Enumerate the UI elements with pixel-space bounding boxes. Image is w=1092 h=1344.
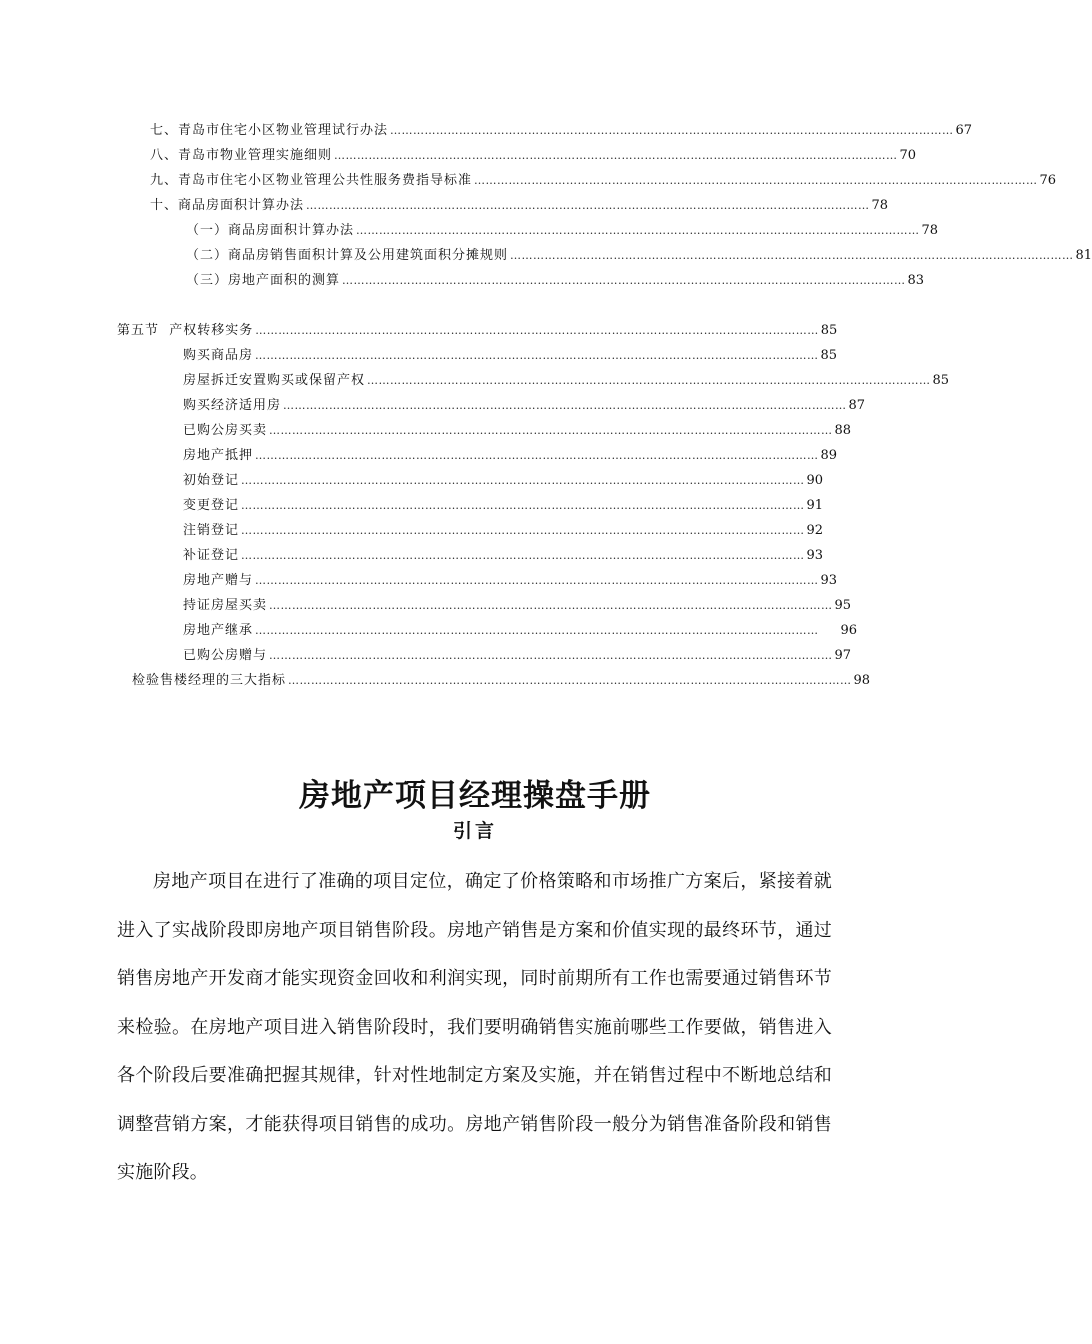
toc-row [183, 520, 824, 542]
toc-title: 变更登记 [183, 498, 240, 513]
toc-title: 青岛市住宅小区物业管理试行办法 [178, 123, 389, 138]
intro-paragraph: 房地产项目在进行了准确的项目定位，确定了价格策略和市场推广方案后，紧接着就进入了实战阶段即房地产项目销售阶段。房地产销售是方案和价值实现的最终环节，通过销售房地产开发商才能实现资金回收和利润实现，同时前期所有工作也需要通过销售环节来检验。在房地产项目进入销售阶段时，我们要明确销售实施前哪些工作要做，销售进入各个阶段后要准确把握其规律，针对性地制定方案及实施，并在销售过程中不断地总结和调整营销方案，才能获得项目销售的成功。房地产销售阶段一般分为销售准备阶段和销售实施阶段。 [117, 871, 832, 1183]
toc-leader: ………………………………………………………………………………………………………………………………… [241, 499, 805, 512]
toc-page: 88 [834, 423, 852, 438]
document-title: 房地产项目经理操盘手册 [299, 778, 651, 814]
toc-page: 91 [806, 498, 824, 513]
toc-page: 85 [820, 348, 838, 363]
toc-leader: ………………………………………………………………………………………………………………………………… [241, 549, 805, 562]
toc-row [186, 220, 939, 242]
toc-title: 第五节 产权转移实务 [117, 323, 254, 338]
toc-row [183, 370, 950, 392]
toc-row [150, 145, 917, 167]
toc-leader: ………………………………………………………………………………………………………………………………… [334, 149, 898, 162]
toc-title: 购买商品房 [183, 348, 254, 363]
toc-row [132, 670, 871, 692]
toc-page: 95 [834, 598, 852, 613]
toc-row [183, 645, 852, 667]
toc-title: 房地产继承 [183, 623, 254, 638]
toc-title: 注销登记 [183, 523, 240, 538]
toc-row [183, 620, 858, 642]
toc-title: 已购公房买卖 [183, 423, 268, 438]
toc-leader: ………………………………………………………………………………………………………………………………… [510, 249, 1074, 262]
toc-leader: ………………………………………………………………………………………………………………………………… [390, 124, 954, 137]
toc-title: 商品房面积计算办法 [178, 198, 305, 213]
toc-row [150, 120, 973, 142]
toc-leader: ………………………………………………………………………………………………………………………………… [269, 649, 833, 662]
toc-number: 九、 [150, 173, 179, 188]
toc-page: 87 [848, 398, 866, 413]
toc-section-heading [117, 320, 838, 342]
toc-page: 89 [820, 448, 838, 463]
toc-title: 已购公房赠与 [183, 648, 268, 663]
toc-title: 补证登记 [183, 548, 240, 563]
toc-number: 七、 [150, 123, 179, 138]
toc-page: 97 [834, 648, 852, 663]
toc-page: 92 [806, 523, 824, 538]
toc-page: 90 [806, 473, 824, 488]
toc-title: 房地产抵押 [183, 448, 254, 463]
toc-page: 96 [840, 623, 858, 638]
toc-number: 十、 [150, 198, 179, 213]
toc-row [183, 395, 866, 417]
toc-title: 购买经济适用房 [183, 398, 282, 413]
toc-page: 76 [1039, 173, 1057, 188]
toc-title: 初始登记 [183, 473, 240, 488]
toc-title: 商品房销售面积计算及公用建筑面积分摊规则 [228, 248, 509, 263]
toc-page: 78 [871, 198, 889, 213]
toc-title: 持证房屋买卖 [183, 598, 268, 613]
toc-row [183, 345, 838, 367]
toc-leader: ………………………………………………………………………………………………………………………………… [255, 624, 819, 637]
toc-title: 青岛市物业管理实施细则 [178, 148, 333, 163]
toc-row [150, 195, 889, 217]
toc-row [150, 170, 1057, 192]
toc-leader: ………………………………………………………………………………………………………………………………… [283, 399, 847, 412]
document-subtitle: 引言 [452, 820, 497, 842]
toc-leader: ………………………………………………………………………………………………………………………………… [255, 574, 819, 587]
toc-title: 房地产赠与 [183, 573, 254, 588]
toc-leader: ………………………………………………………………………………………………………………………………… [255, 449, 819, 462]
toc-row [186, 270, 925, 292]
toc-leader: ………………………………………………………………………………………………………………………………… [474, 174, 1038, 187]
toc-leader: ………………………………………………………………………………………………………………………………… [269, 599, 833, 612]
toc-page: 98 [853, 673, 871, 688]
toc-number: （二） [186, 248, 229, 263]
toc-leader: ………………………………………………………………………………………………………………………………… [241, 524, 805, 537]
toc-title: 房屋拆迁安置购买或保留产权 [183, 373, 366, 388]
toc-leader: ………………………………………………………………………………………………………………………………… [269, 424, 833, 437]
toc-title: 检验售楼经理的三大指标 [132, 673, 287, 688]
toc-page: 67 [955, 123, 973, 138]
toc-leader: ………………………………………………………………………………………………………………………………… [356, 224, 920, 237]
toc-page: 93 [806, 548, 824, 563]
toc-page: 85 [932, 373, 950, 388]
toc-row [186, 245, 1092, 267]
toc-page: 81 [1075, 248, 1092, 263]
toc-title: 青岛市住宅小区物业管理公共性服务费指导标准 [178, 173, 473, 188]
toc-row [183, 470, 824, 492]
toc-leader: ………………………………………………………………………………………………………………………………… [255, 324, 819, 337]
toc-row [183, 595, 852, 617]
toc-row [183, 495, 824, 517]
toc-page: 85 [820, 323, 838, 338]
toc-page: 83 [907, 273, 925, 288]
toc-leader: ………………………………………………………………………………………………………………………………… [342, 274, 906, 287]
toc-row [183, 570, 838, 592]
toc-number: 八、 [150, 148, 179, 163]
toc-title: 房地产面积的测算 [228, 273, 341, 288]
toc-number: （三） [186, 273, 229, 288]
toc-page: 78 [921, 223, 939, 238]
toc-row [183, 545, 824, 567]
toc-number: （一） [186, 223, 229, 238]
toc-page: 70 [899, 148, 917, 163]
toc-leader: ………………………………………………………………………………………………………………………………… [241, 474, 805, 487]
toc-page: 93 [820, 573, 838, 588]
toc-row [183, 445, 838, 467]
toc-leader: ………………………………………………………………………………………………………………………………… [255, 349, 819, 362]
toc-title: 商品房面积计算办法 [228, 223, 355, 238]
toc-leader: ………………………………………………………………………………………………………………………………… [288, 674, 852, 687]
toc-leader: ………………………………………………………………………………………………………………………………… [306, 199, 870, 212]
toc-row [183, 420, 852, 442]
toc-leader: ………………………………………………………………………………………………………………………………… [367, 374, 931, 387]
